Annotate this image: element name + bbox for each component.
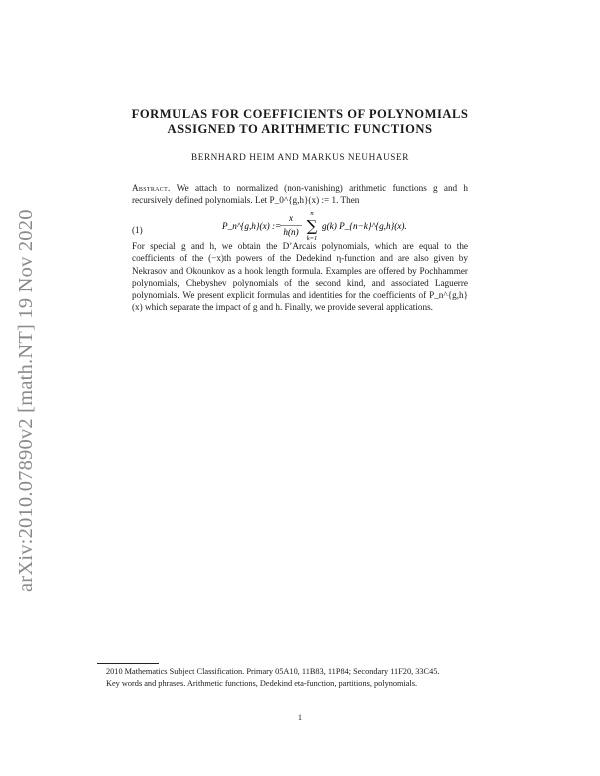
equation-rhs: g(k) P_{n−k}^{g,h}(x). <box>322 221 407 231</box>
abstract-label: Abstract. <box>132 183 171 193</box>
equation-frac-num: x <box>288 213 294 223</box>
equation-lhs: P_n^{g,h}(x) := <box>222 221 282 231</box>
summation-sign: ∑ <box>306 217 318 235</box>
sum-upper-limit: n <box>310 210 314 217</box>
page-number: 1 <box>297 713 303 722</box>
authors: BERNHARD HEIM AND MARKUS NEUHAUSER <box>191 152 409 162</box>
sum-lower-limit: k=1 <box>306 235 318 242</box>
abstract-text: We attach to normalized (non-vanishing) arithmetic functions g and h recursively defined polynomials. Let P_0^{g,h}(x) := 1. Then <box>132 183 468 206</box>
paper-title <box>100 107 500 137</box>
footnote-msc: 2010 Mathematics Subject Classification. Primary 05A10, 11B83, 11P84; Secondary 11F20, 33C45. <box>106 667 440 676</box>
title-line-2: ASSIGNED TO ARITHMETIC FUNCTIONS <box>167 122 433 136</box>
title-line-1: FORMULAS FOR COEFFICIENTS OF POLYNOMIALS <box>131 107 469 121</box>
footnotes <box>97 666 503 689</box>
abstract-paragraph-2: For special g and h, we obtain the D’Arcais polynomials, which are equal to the coefficients of the (−x)th powers of the Dedekind η-function and are also given by Nekrasov and Okounkov as a hook length formula. Examples are offered by Pochhammer polynomials, Chebyshev polynomials of the second kind, and associated Laguerre polynomials. We present explicit formulas and identities for the coefficients of P_n^{g,h}(x) which separate the impact of g and h. Finally, we provide several applications. <box>132 241 468 313</box>
footnote-rule <box>97 663 159 664</box>
abstract-intro <box>132 182 468 207</box>
footnote-keywords: Key words and phrases. Arithmetic functions, Dedekind eta-function, partitions, polynomials. <box>106 678 418 688</box>
arxiv-sidebar-stamp: arXiv:2010.07890v2 [math.NT] 19 Nov 2020 <box>15 209 37 592</box>
equation-frac-den: h(n) <box>283 227 299 237</box>
equation-number: (1) <box>132 225 143 235</box>
